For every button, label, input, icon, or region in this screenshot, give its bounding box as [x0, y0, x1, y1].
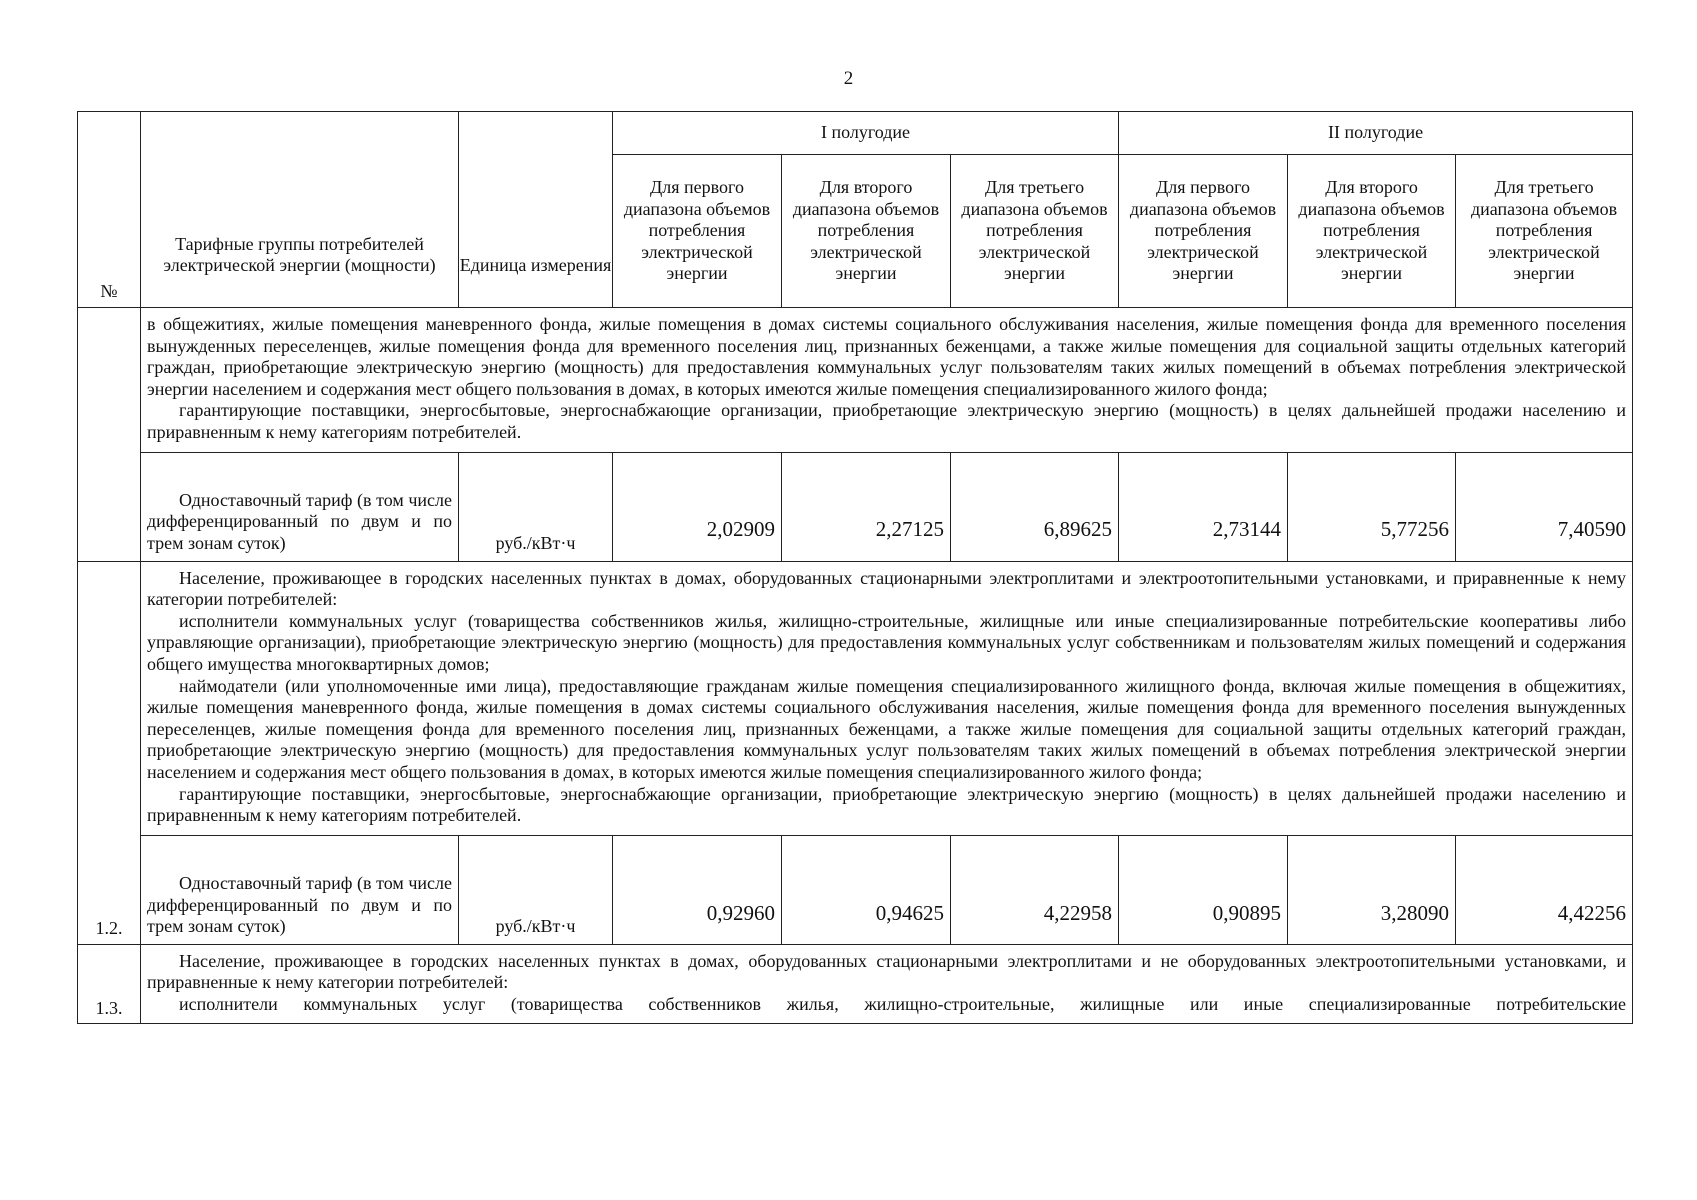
block-a-tariff-row [78, 452, 1633, 561]
block-a-tariff-name: Одноставочный тариф (в том числе дифференцированный по двум и по трем зонам суток) [141, 452, 459, 561]
block-a-value-h1-r2: 2,27125 [782, 452, 951, 561]
block-b-description [141, 561, 1633, 835]
header-h1-range-1: Для первого диапазона объемов потребления электрической энергии [613, 155, 782, 308]
block-c-paragraph: Население, проживающее в городских населенных пунктах в домах, оборудованных стационарными электроплитами и не оборудованных электроотопительными установками, и приравненные к нему категории потребителей: [147, 950, 1627, 993]
block-c-number: 1.3. [78, 944, 141, 1024]
header-h1-range-2: Для второго диапазона объемов потребления электрической энергии [782, 155, 951, 308]
header-unit: Единица измерения [459, 112, 613, 308]
block-a-value-h1-r1: 2,02909 [613, 452, 782, 561]
block-a-paragraph: в общежитиях, жилые помещения маневренного фонда, жилые помещения в домах системы социального обслуживания населения, жилые помещения фонда для временного поселения вынужденных переселенцев, жилые помещения фонда для временного поселения лиц, признанных беженцами, а также жилые помещения для социальной защиты отдельных категорий граждан, приобретающие электрическую энергию (мощность) для предоставления коммунальных услуг пользователям таких жилых помещений в объемах потребления электрической энергии населением и содержания мест общего пользования в домах, в которых имеются жилые помещения специализированного жилого фонда; [147, 314, 1627, 399]
block-a-value-h2-r2: 5,77256 [1288, 452, 1456, 561]
block-b-value-h1-r3: 4,22958 [951, 835, 1119, 944]
header-h2-range-1: Для первого диапазона объемов потребления электрической энергии [1119, 155, 1288, 308]
block-a-description-row [78, 308, 1633, 453]
block-b-paragraph: исполнители коммунальных услуг (товарищества собственников жилья, жилищно-строительные, жилищные или иные специализированные потребительские кооперативы либо управляющие организации), приобретающие электрическую энергию (мощность) для предоставления коммунальных услуг собственникам и пользователям жилых помещений и содержания общего имущества многоквартирных домов; [147, 610, 1627, 674]
block-a-paragraph: гарантирующие поставщики, энергосбытовые, энергоснабжающие организации, приобретающие электрическую энергию (мощность) в целях дальнейшей продажи населению и приравненным к нему категориям потребителей. [147, 400, 1627, 442]
header-h2-range-2: Для второго диапазона объемов потребления электрической энергии [1288, 155, 1456, 308]
block-b-value-h1-r1: 0,92960 [613, 835, 782, 944]
header-half-2: II полугодие [1119, 112, 1633, 155]
header-h1-range-3: Для третьего диапазона объемов потребления электрической энергии [951, 155, 1119, 308]
block-a-value-h1-r3: 6,89625 [951, 452, 1119, 561]
block-b-description-row [78, 561, 1633, 835]
block-b-paragraph: гарантирующие поставщики, энергосбытовые, энергоснабжающие организации, приобретающие электрическую энергию (мощность) в целях дальнейшей продажи населению и приравненным к нему категориям потребителей. [147, 783, 1627, 826]
block-b-tariff-name: Одноставочный тариф (в том числе дифференцированный по двум и по трем зонам суток) [141, 835, 459, 944]
block-c-paragraph: исполнители коммунальных услуг (товарищества собственников жилья, жилищно-строительные, жилищные или иные специализированные потребительские [179, 993, 1627, 1014]
block-a-value-h2-r3: 7,40590 [1456, 452, 1633, 561]
block-b-value-h2-r3: 4,42256 [1456, 835, 1633, 944]
block-c-description-row [78, 944, 1633, 1024]
page-number: 2 [843, 68, 854, 89]
block-b-tariff-row [78, 835, 1633, 944]
block-b-value-h2-r1: 0,90895 [1119, 835, 1288, 944]
block-b-unit: руб./кВт·ч [459, 835, 613, 944]
block-a-number [78, 308, 141, 562]
block-c-description [141, 944, 1633, 1024]
block-a-unit: руб./кВт·ч [459, 452, 613, 561]
block-a-value-h2-r1: 2,73144 [1119, 452, 1288, 561]
header-no: № [78, 112, 141, 308]
block-b-paragraph: Население, проживающее в городских населенных пунктах в домах, оборудованных стационарными электроплитами и электроотопительными установками, и приравненные к нему категории потребителей: [147, 567, 1627, 610]
header-half-1: I полугодие [613, 112, 1119, 155]
header-row-halves [78, 112, 1633, 155]
block-b-value-h1-r2: 0,94625 [782, 835, 951, 944]
block-b-paragraph: наймодатели (или уполномоченные ими лица), предоставляющие гражданам жилые помещения специализированного жилищного фонда, включая жилые помещения в общежитиях, жилые помещения маневренного фонда, жилые помещения в домах системы социального обслуживания населения, жилые помещения фонда для временного поселения вынужденных переселенцев, жилые помещения фонда для временного поселения лиц, признанных беженцами, а также жилые помещения для социальной защиты отдельных категорий граждан, приобретающие электрическую энергию (мощность) для предоставления коммунальных услуг пользователям таких жилых помещений в объемах потребления электрической энергии населением и содержания мест общего пользования в домах, в которых имеются жилые помещения специализированного жилого фонда; [147, 675, 1627, 782]
header-h2-range-3: Для третьего диапазона объемов потребления электрической энергии [1456, 155, 1633, 308]
block-a-description [141, 308, 1633, 453]
block-b-number: 1.2. [78, 561, 141, 944]
block-b-value-h2-r2: 3,28090 [1288, 835, 1456, 944]
tariff-table [77, 111, 1633, 1024]
header-tariff-groups: Тарифные группы потребителей электрической энергии (мощности) [141, 112, 459, 308]
